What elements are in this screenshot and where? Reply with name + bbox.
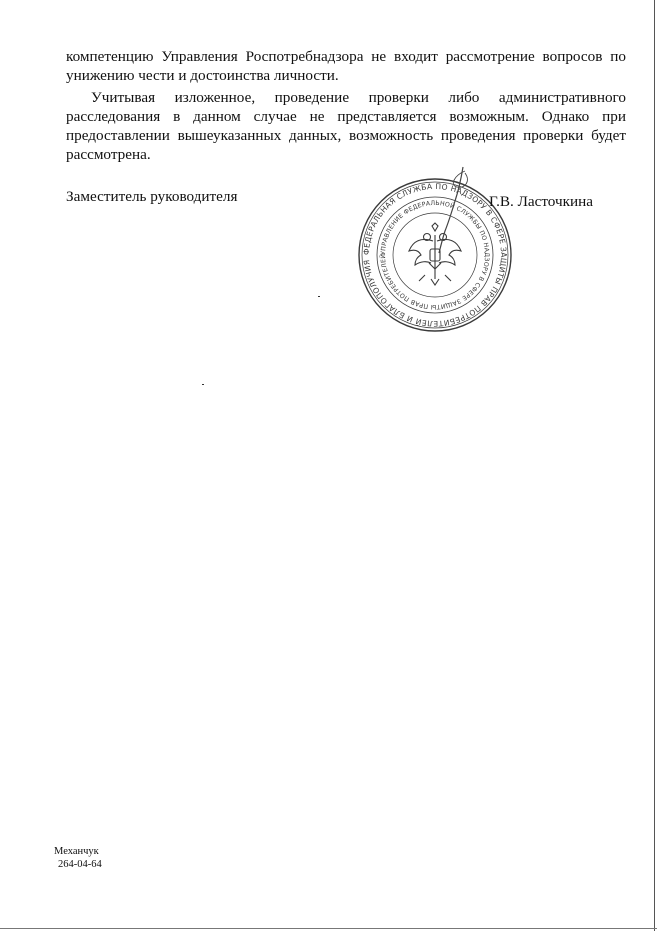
signer-name: Г.В. Ласточкина xyxy=(489,193,594,210)
page-bottom-edge xyxy=(0,928,657,929)
paragraph-continuation: компетенцию Управления Роспотребнадзора не входит рассмотрение вопросов по унижению чести и достоинства личности. xyxy=(66,48,626,84)
signer-position: Заместитель руководителя xyxy=(66,188,238,205)
stamp-outer-text: ФЕДЕРАЛЬНАЯ СЛУЖБА ПО НАДЗОРУ В СФЕРЕ ЗАЩИТЫ ПРАВ ПОТРЕБИТЕЛЕЙ И БЛАГОПОЛУЧИЯ xyxy=(361,181,509,329)
stamp-inner-text: УПРАВЛЕНИЕ ФЕДЕРАЛЬНОЙ СЛУЖБЫ ПО НАДЗОРУ В СФЕРЕ ЗАЩИТЫ ПРАВ ПОТРЕБИТЕЛЕЙ xyxy=(379,199,491,311)
handwritten-signature-icon xyxy=(425,165,485,255)
executor-phone: 264-04-64 xyxy=(58,859,102,870)
scan-speck xyxy=(318,296,320,297)
letter-body xyxy=(66,47,626,164)
scan-speck xyxy=(202,384,204,385)
page-right-edge xyxy=(654,0,655,931)
paragraph-main: Учитывая изложенное, проведение проверки либо административного расследования в данном случае не представляется возможным. Однако при предоставлении вышеуказанных данных, возможность проведения проверки будет рассмотрена. xyxy=(66,89,626,163)
footer-executor-block xyxy=(54,845,102,871)
executor-name: Механчук xyxy=(54,846,99,857)
